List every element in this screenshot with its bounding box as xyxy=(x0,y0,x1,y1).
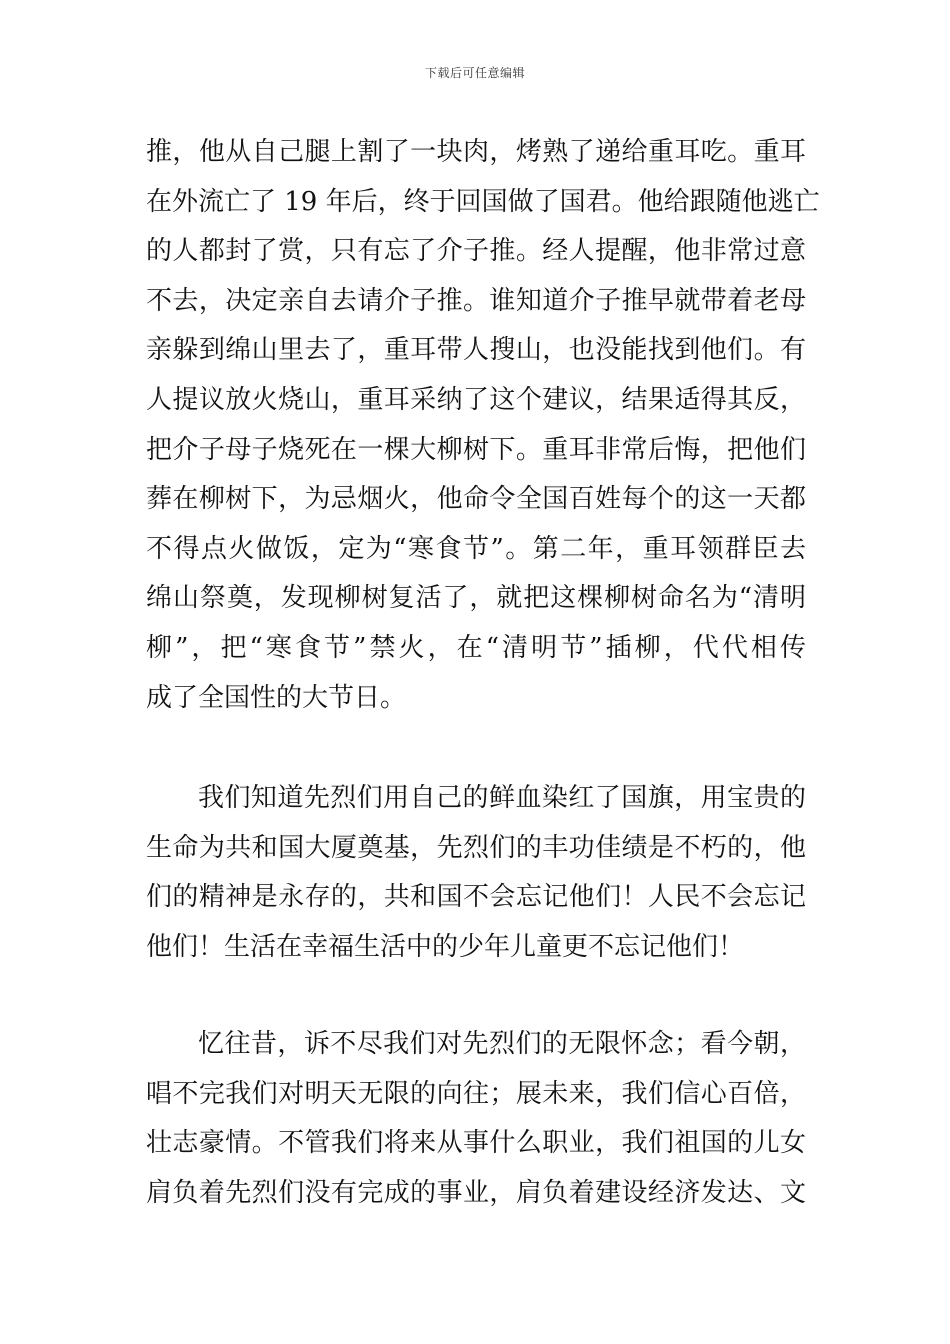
text-line: 生命为共和国大厦奠基，先烈们的丰功佳绩是不朽的，他 xyxy=(146,832,806,863)
text-line: 的人都封了赏，只有忘了介子推。经人提醒，他非常过意 xyxy=(146,236,806,267)
text-line: 壮志豪情。不管我们将来从事什么职业，我们祖国的儿女 xyxy=(146,1128,806,1159)
text-line: 成了全国性的大节日。 xyxy=(146,682,407,713)
text-line: 在外流亡了 19 年后，终于回国做了国君。他给跟随他逃亡 xyxy=(146,186,820,217)
text-line: 推，他从自己腿上割了一块肉，烤熟了递给重耳吃。重耳 xyxy=(146,137,806,167)
text-line: 忆往昔，诉不尽我们对先烈们的无限怀念；看今朝， xyxy=(198,1029,806,1059)
text-line: 把介子母子烧死在一棵大柳树下。重耳非常后悔，把他们 xyxy=(146,434,806,465)
paragraph-1 xyxy=(146,128,820,723)
text-line: 葬在柳树下，为忌烟火，他命令全国百姓每个的这一天都 xyxy=(146,484,806,515)
text-line: 肩负着先烈们没有完成的事业，肩负着建设经济发达、文 xyxy=(146,1177,806,1208)
text-line: 亲躲到绵山里去了，重耳带人搜山，也没能找到他们。有 xyxy=(146,335,806,366)
text-line: 们的精神是永存的，共和国不会忘记他们！人民不会忘记 xyxy=(146,882,806,913)
text-line: 他们！生活在幸福生活中的少年儿童更不忘记他们！ xyxy=(146,931,745,962)
text-line: 人提议放火烧山，重耳采纳了这个建议，结果适得其反， xyxy=(146,384,806,415)
page-header: 下载后可任意编辑 xyxy=(424,66,525,80)
text-line: 柳”，把“寒食节”禁火，在“清明节”插柳，代代相传 xyxy=(146,632,806,663)
paragraph-2 xyxy=(146,774,806,972)
text-line: 我们知道先烈们用自己的鲜血染红了国旗，用宝贵的 xyxy=(198,783,806,813)
text-line: 唱不完我们对明天无限的向往；展未来，我们信心百倍， xyxy=(146,1078,806,1109)
paragraph-3 xyxy=(146,1020,806,1218)
text-line: 不去，决定亲自去请介子推。谁知道介子推早就带着老母 xyxy=(146,285,806,316)
text-line: 绵山祭奠，发现柳树复活了，就把这棵柳树命名为“清明 xyxy=(146,583,806,614)
text-line: 不得点火做饭，定为“寒食节”。第二年，重耳领群臣去 xyxy=(146,533,806,564)
